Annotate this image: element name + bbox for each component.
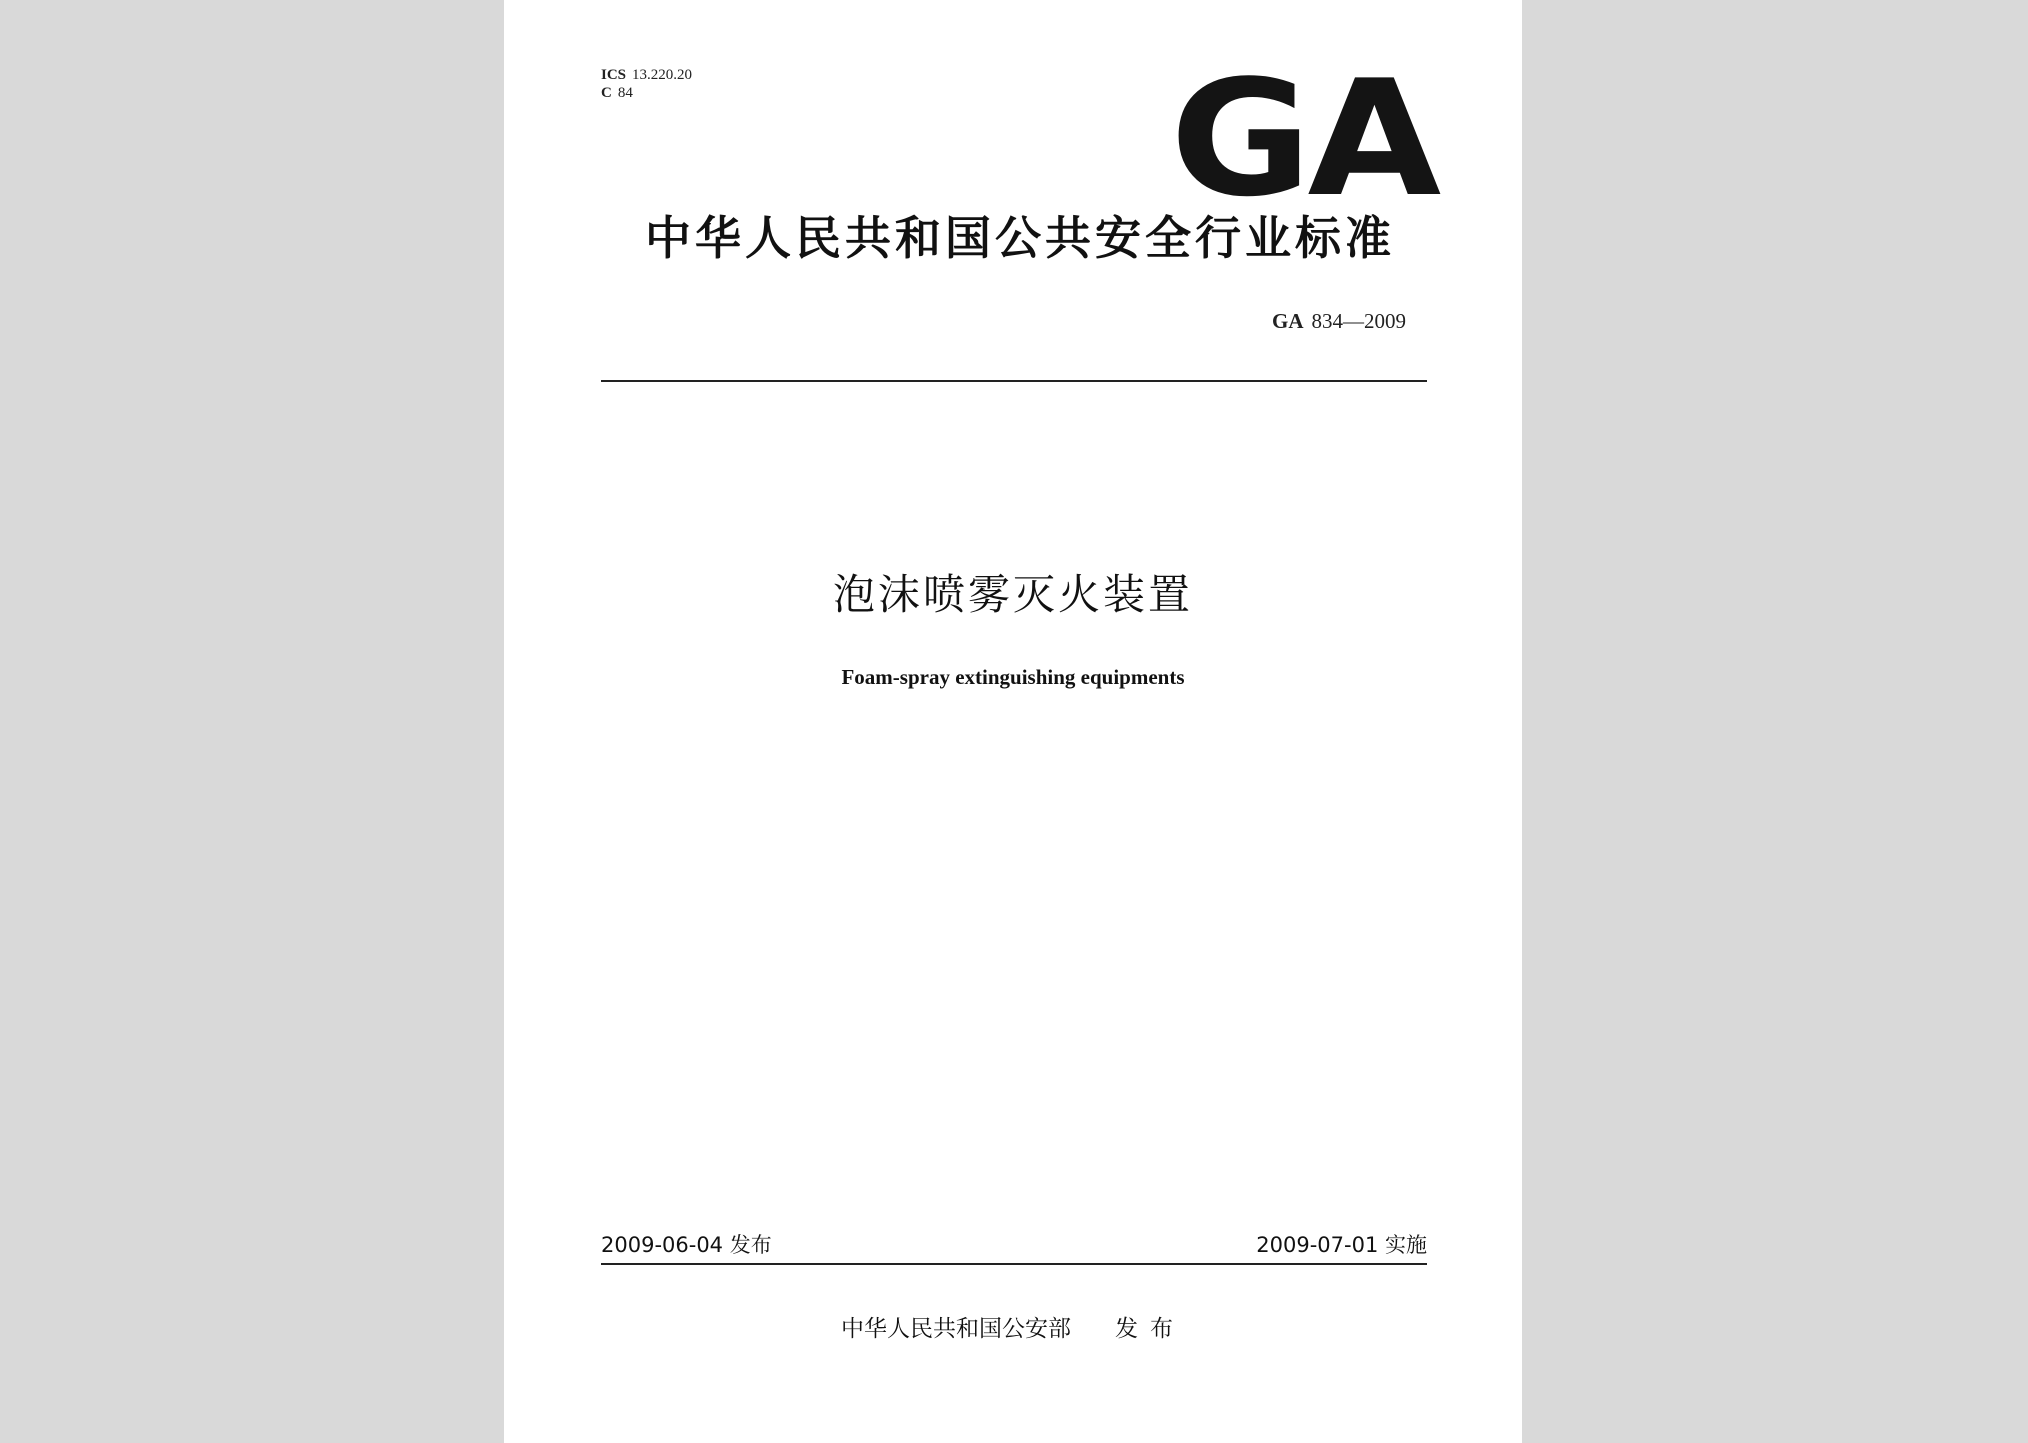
ics-label: ICS — [601, 67, 627, 83]
date-row — [601, 1230, 1427, 1260]
industry-standard-title: 中华人民共和国公共安全行业标准 — [645, 211, 1395, 265]
document-page — [504, 0, 1522, 1443]
standard-code: 834—2009 — [1311, 309, 1406, 333]
ccs-code — [601, 84, 692, 102]
implementation-date: 2009-07-01 实施 — [1256, 1233, 1427, 1257]
ccs-value: 84 — [617, 85, 633, 101]
issue-date: 2009-06-04 发布 — [601, 1233, 772, 1257]
standard-number — [1272, 308, 1406, 334]
ics-value: 13.220.20 — [632, 67, 693, 83]
issuer-action: 发布 — [1115, 1316, 1185, 1342]
issuer-line — [504, 1314, 1522, 1344]
standard-prefix: GA — [1272, 309, 1304, 333]
header-divider — [601, 380, 1427, 382]
ga-logo: GA — [1170, 45, 1437, 232]
classification-codes — [601, 66, 692, 102]
ccs-label: C — [601, 85, 612, 101]
issuer-name: 中华人民共和国公安部 — [841, 1316, 1071, 1342]
document-title-chinese: 泡沫喷雾灭火装置 — [832, 570, 1193, 619]
document-title-english: Foam-spray extinguishing equipments — [841, 665, 1185, 689]
ics-code — [601, 66, 692, 84]
footer-divider — [601, 1263, 1427, 1265]
